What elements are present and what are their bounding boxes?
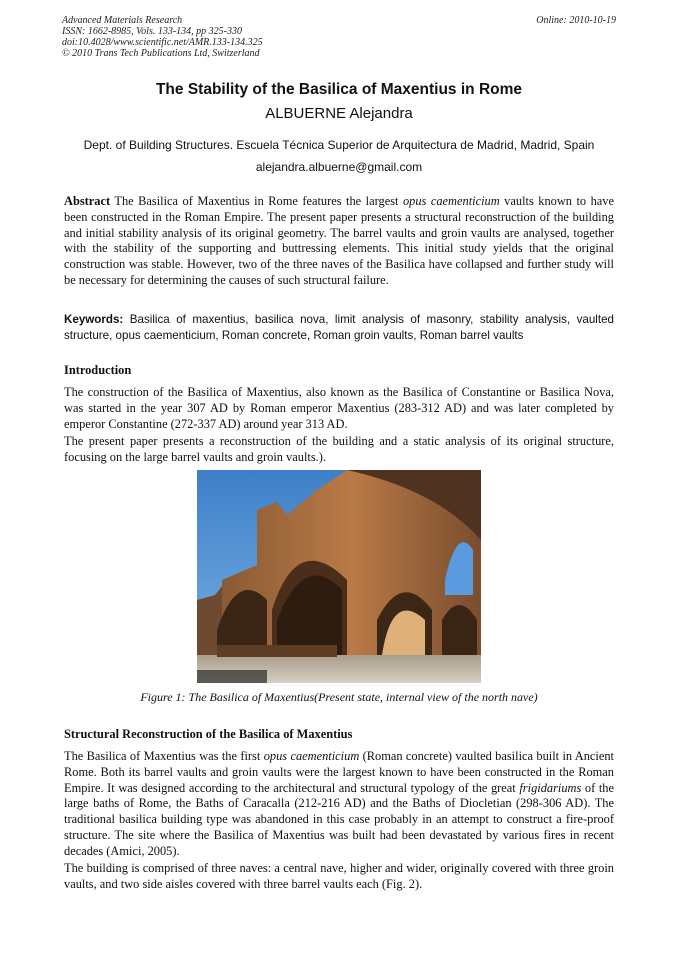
section-heading: Structural Reconstruction of the Basilica of Maxentius xyxy=(64,727,353,741)
affiliation: Dept. of Building Structures. Escuela Técnica Superior de Arquitectura de Madrid, Madrid, Spain xyxy=(83,138,595,152)
abstract xyxy=(64,194,614,289)
author-email: alejandra.albuerne@gmail.com xyxy=(255,160,423,174)
journal-name: Advanced Materials Research xyxy=(62,15,183,26)
section-paragraph-1 xyxy=(64,749,614,860)
author-name: ALBUERNE Alejandra xyxy=(265,105,413,122)
introduction-paragraph-2: The present paper presents a reconstruction of the building and a static analysis of its original structure, focusing on the large barrel vaults and groin vaults.). xyxy=(64,434,614,464)
figure-caption: Figure 1: The Basilica of Maxentius(Present state, internal view of the north nave) xyxy=(140,690,538,704)
section-emphasis-1: opus caementicium xyxy=(263,749,360,763)
section-paragraph-2: The building is comprised of three naves: a central nave, higher and wider, originally covered with three groin vaults, and two side aisles covered with three barrel vaults each (Fig. 2). xyxy=(64,861,614,891)
section-text-b: (Roman concrete) vaulted basilica built in Ancient Rome. Both its barrel vaults and groin vaults were the largest known to have been constructed in the Roman Empire. It was designed according to the architectural and structural typology of the great xyxy=(64,749,614,795)
introduction-paragraph-1: The construction of the Basilica of Maxentius, also known as the Basilica of Constantine or Basilica Nova, was started in the year 307 AD by Roman emperor Maxentius (283-312 AD) and was later completed by emperor Constantine (272-337 AD) around year 313 AD. xyxy=(64,385,614,431)
keywords xyxy=(64,312,614,343)
section-text-c: of the large baths of Rome, the Baths of Caracalla (212-216 AD) and the Baths of Diocletian (298-306 AD). The traditional basilica building type was abandoned in this case probably in an attempt to construct a fire-proof structure. The site where the Basilica of Maxentius was built had been devastated by various fires in recent decades (Amici, 2005). xyxy=(64,780,614,858)
copyright-line: © 2010 Trans Tech Publications Ltd, Switzerland xyxy=(62,48,260,59)
paper-title: The Stability of the Basilica of Maxentius in Rome xyxy=(155,81,523,98)
keywords-label: Keywords: xyxy=(64,313,124,326)
abstract-label: Abstract xyxy=(64,194,111,208)
basilica-photo xyxy=(197,470,481,683)
section-emphasis-2: frigidariums xyxy=(519,780,582,795)
abstract-text-2: vaults known to have been constructed in the Roman Empire. The present paper presents a structural reconstruction of the building and initial stability analysis of its original geometry. The barrel vaults and groin vaults are analysed, together with the stability of the supporting and buttressing elements. This initial study yields that the original construction was stable. However, two of the three naves of the Basilica have collapsed and further study will be necessary for determining the causes of such structural failure. xyxy=(64,194,614,287)
online-date: Online: 2010-10-19 xyxy=(536,15,616,26)
journal-header xyxy=(62,15,616,59)
section-text-a: The Basilica of Maxentius was the first xyxy=(64,749,264,763)
introduction-heading: Introduction xyxy=(64,363,132,377)
keywords-text: Basilica of maxentius, basilica nova, limit analysis of masonry, stability analysis, vaulted structure, opus caementicium, Roman concrete, Roman groin vaults, Roman barrel vaults xyxy=(64,313,614,342)
abstract-emphasis: opus caementicium xyxy=(402,194,500,208)
abstract-text-1: The Basilica of Maxentius in Rome features the largest xyxy=(110,194,403,208)
doi-line: doi:10.4028/www.scientific.net/AMR.133-134.325 xyxy=(62,37,263,48)
issn-line: ISSN: 1662-8985, Vols. 133-134, pp 325-330 xyxy=(62,26,242,37)
